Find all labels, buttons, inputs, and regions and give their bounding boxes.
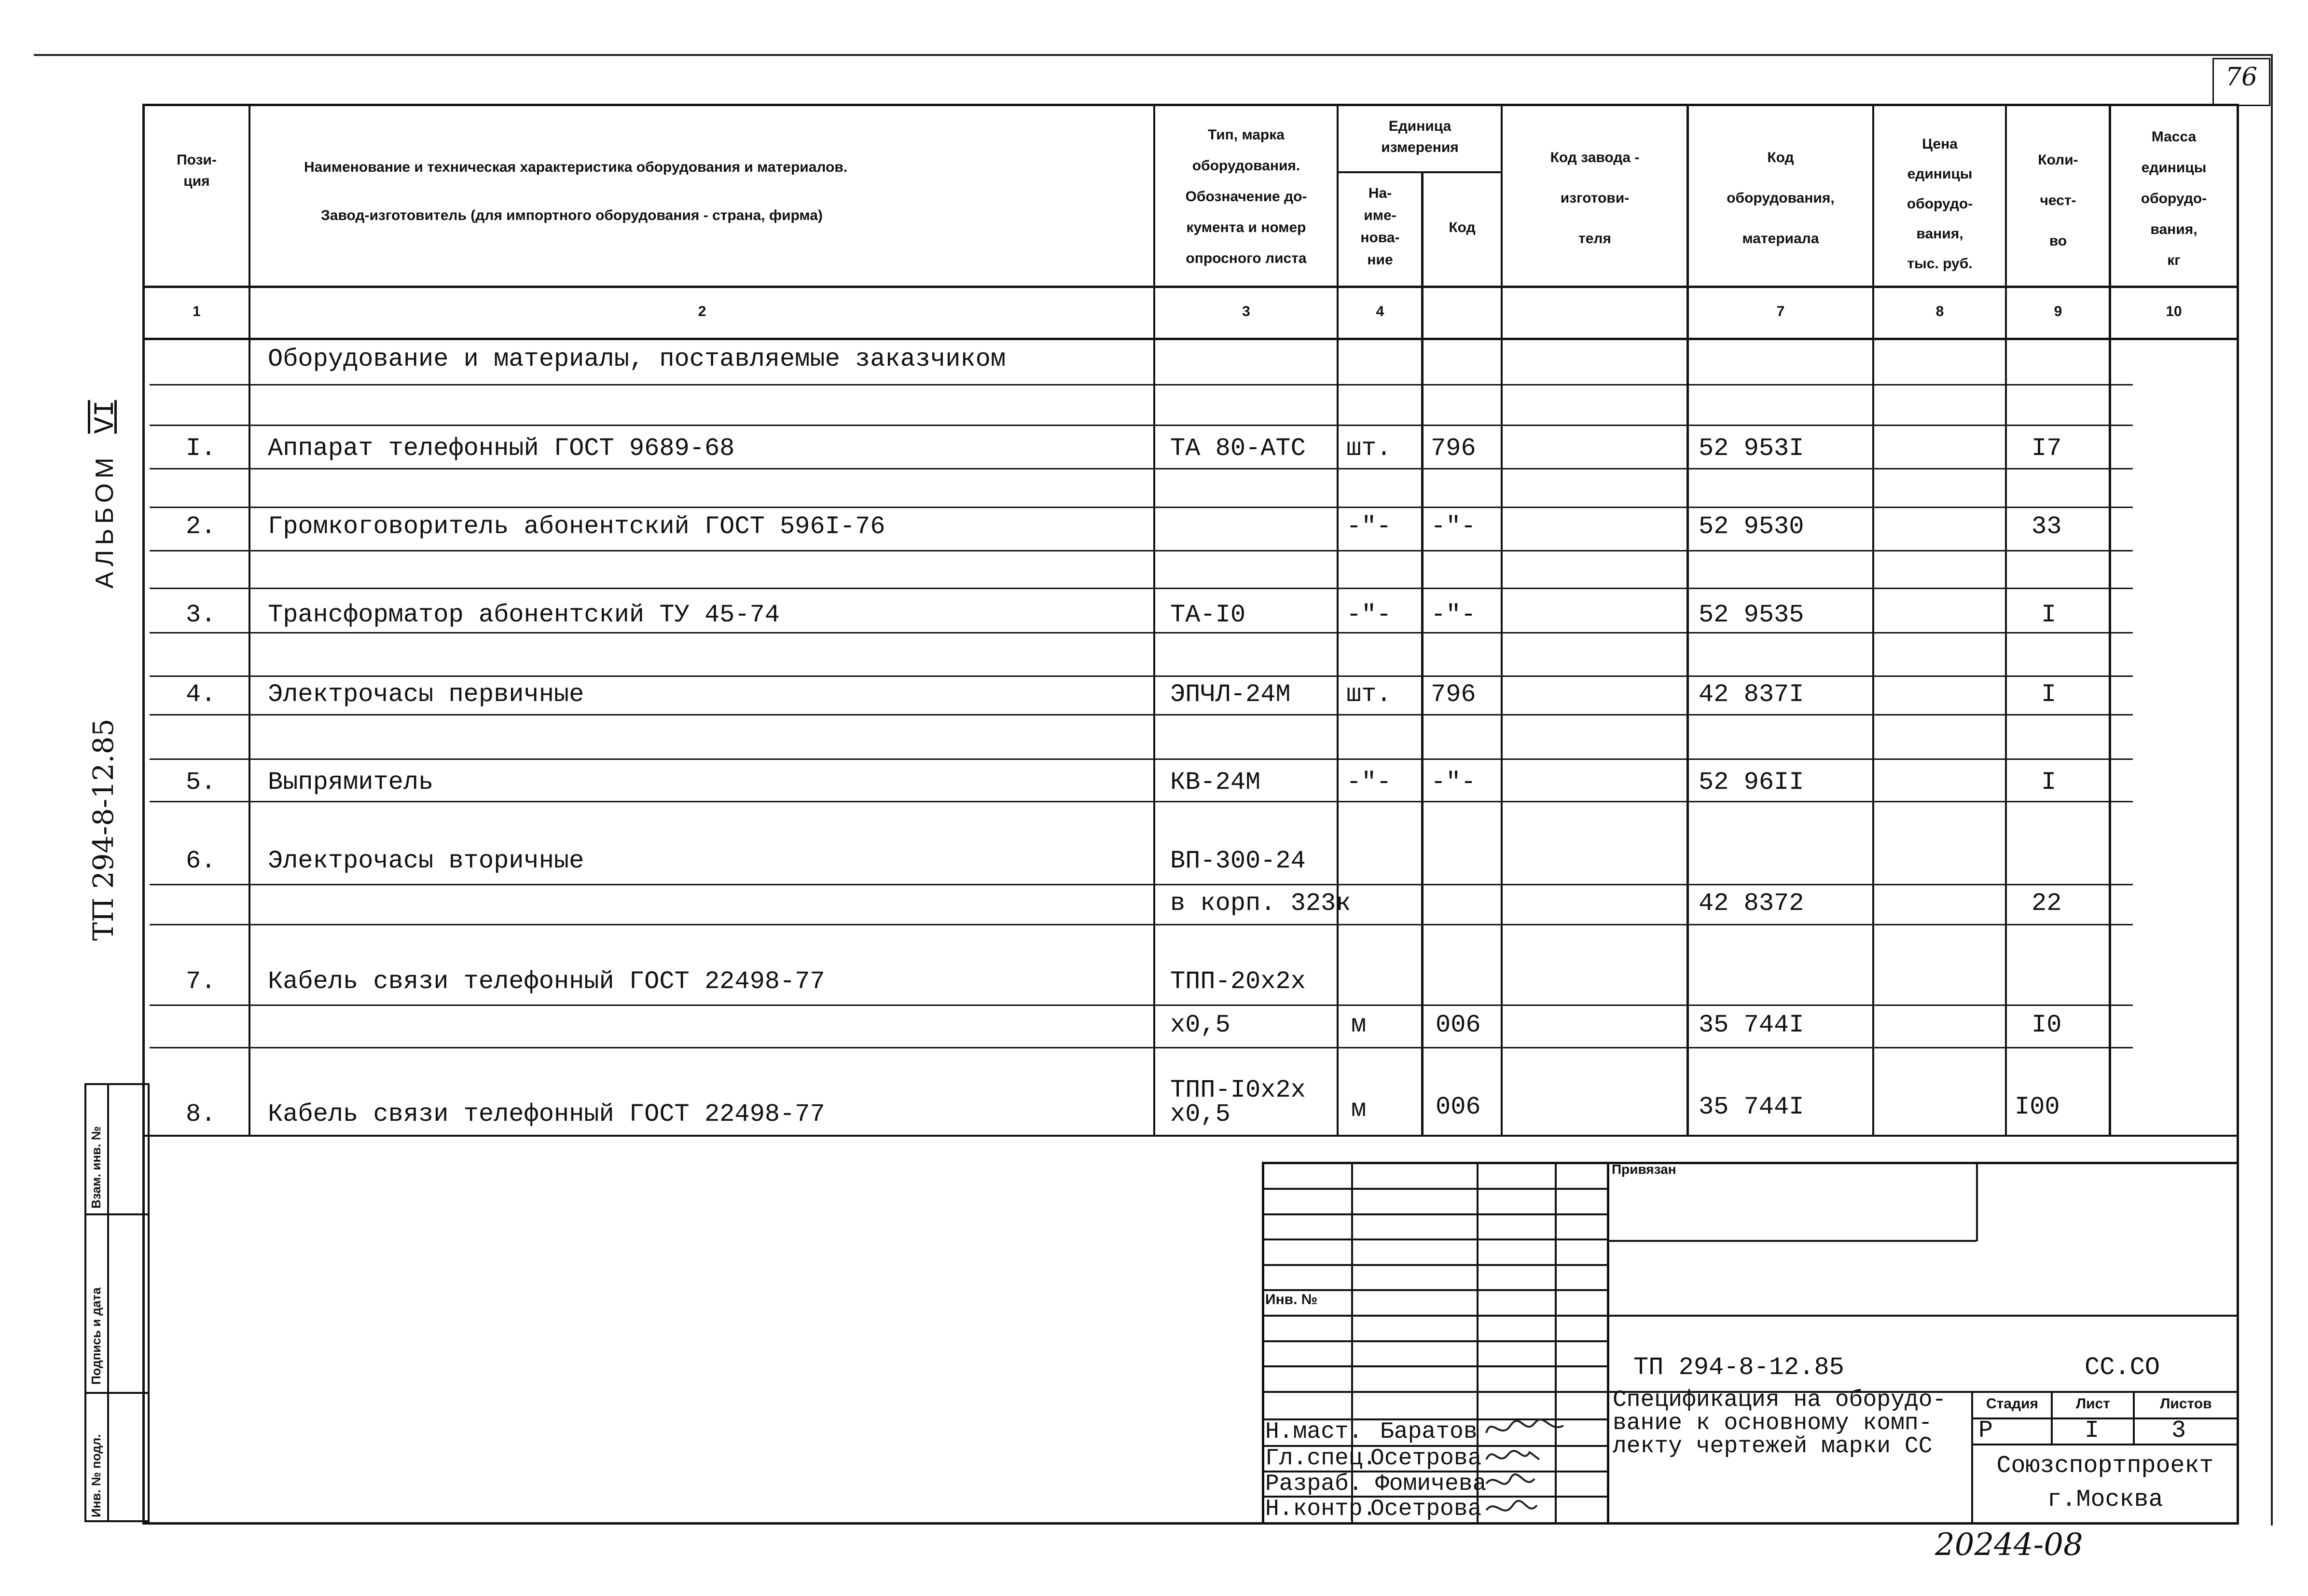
- row-2-ucode: -"-: [1431, 512, 1476, 541]
- col-header-unit: Единица измерения: [1381, 118, 1459, 155]
- tb-stage-value: Р: [1978, 1417, 1993, 1445]
- tb-row: [1262, 1391, 1607, 1393]
- tb-city: г.Москва: [2047, 1486, 2163, 1513]
- row-5-qty: I: [2041, 768, 2057, 797]
- col-header-pos: Пози- ция: [177, 152, 217, 189]
- col-line-8: [2005, 104, 2007, 1136]
- row-line: [150, 1047, 2133, 1048]
- tb-designation: ТП 294-8-12.85: [1633, 1353, 1844, 1382]
- col-number-10: 10: [2166, 303, 2182, 319]
- table-frame-top: [142, 104, 2237, 106]
- row-line: [150, 801, 2133, 802]
- left-stamp-hline-2: [84, 1392, 150, 1394]
- row-line: [150, 632, 2133, 633]
- col-header-name-2: Завод-изготовитель (для импортного оборудования - страна, фирма): [321, 207, 823, 223]
- row-7-pos: 7.: [186, 967, 216, 996]
- row-line: [150, 884, 2133, 885]
- col-number-4: 4: [1376, 303, 1384, 319]
- row-8-pos: 8.: [186, 1100, 216, 1128]
- row-7-qty: I0: [2032, 1011, 2062, 1039]
- tb-sheets-label: Листов: [2160, 1396, 2212, 1412]
- col-number-8: 8: [1935, 303, 1944, 319]
- row-1-qty: I7: [2032, 434, 2062, 463]
- row-5-type: КВ-24М: [1170, 768, 1261, 797]
- tb-sheet-value: I: [2085, 1417, 2100, 1445]
- col-header-qty: Коли- чест- во: [2038, 152, 2078, 249]
- col-number-2: 2: [698, 303, 706, 319]
- tb-sheet-label: Лист: [2076, 1396, 2110, 1412]
- row-3-code: 52 9535: [1699, 601, 1804, 629]
- header-bottom-line: [142, 286, 2237, 288]
- row-5-pos: 5.: [186, 768, 216, 797]
- row-6-name: Электрочасы вторичные: [268, 847, 584, 875]
- signer-name-3: Фомичева: [1375, 1471, 1487, 1497]
- tb-row: [1262, 1238, 1607, 1240]
- tb-stage-col-2: [2133, 1391, 2135, 1444]
- row-8-type2: х0,5: [1170, 1100, 1230, 1128]
- row-6-pos: 6.: [186, 847, 216, 875]
- tb-row: [1262, 1213, 1607, 1215]
- row-7-type2: х0,5: [1170, 1011, 1230, 1039]
- outer-frame-top: [34, 54, 2273, 56]
- row-3-name: Трансформатор абонентский ТУ 45-74: [268, 601, 780, 629]
- tb-stage-mid: [1971, 1417, 2239, 1419]
- row-5-name: Выпрямитель: [268, 768, 434, 797]
- row-4-name: Электрочасы первичные: [268, 680, 584, 709]
- row-1-name: Аппарат телефонный ГОСТ 9689-68: [268, 434, 735, 463]
- col-header-name-1: Наименование и техническая характеристика оборудования и материалов.: [304, 159, 848, 175]
- row-line: [150, 1004, 2133, 1006]
- col-line-7: [1872, 104, 1874, 1136]
- row-5-ucode: -"-: [1431, 768, 1476, 797]
- tb-privyazan-split: [1976, 1162, 1978, 1241]
- row-2-pos: 2.: [186, 512, 216, 541]
- row-8-type: ТПП-I0х2х: [1170, 1076, 1306, 1104]
- row-line: [150, 588, 2133, 589]
- row-3-unit: -"-: [1346, 601, 1392, 629]
- row-3-type: ТА-I0: [1170, 601, 1246, 629]
- col-number-3: 3: [1242, 303, 1250, 319]
- tb-row: [1262, 1340, 1607, 1342]
- row-line: [150, 507, 2133, 508]
- row-2-name: Громкоговоритель абонентский ГОСТ 596I-76: [268, 512, 885, 541]
- row-line: [150, 468, 2133, 469]
- col-header-unit-code: Код: [1449, 220, 1476, 235]
- side-album-label: АЛЬБОМ: [91, 453, 119, 589]
- signatures-image: [1481, 1411, 1607, 1527]
- col-line-3: [1337, 104, 1339, 1136]
- col-header-price: Цена единицы оборудо- вания, тыс. руб.: [1907, 136, 1973, 272]
- col-line-1: [249, 104, 250, 1136]
- row-1-ucode: 796: [1431, 434, 1476, 463]
- tb-title-line-3: лекту чертежей марки СС: [1613, 1433, 1933, 1459]
- row-6-code: 42 8372: [1699, 889, 1804, 918]
- signer-name-4: Осетрова: [1370, 1496, 1482, 1522]
- col-line-2: [1153, 104, 1155, 1136]
- signer-role-4: Н.контр.: [1265, 1496, 1377, 1522]
- signer-role-2: Гл.спец.: [1265, 1445, 1377, 1472]
- row-4-type: ЭПЧЛ-24М: [1170, 680, 1291, 709]
- row-8-code: 35 744I: [1699, 1093, 1804, 1121]
- row-6-qty: 22: [2032, 889, 2062, 918]
- col-number-7: 7: [1776, 303, 1785, 319]
- row-6-type2: в корп. 323к: [1170, 889, 1351, 918]
- tb-designation-top: [1607, 1315, 2239, 1317]
- table-body-bottom: [142, 1135, 2237, 1137]
- tb-stage-col-1: [2051, 1391, 2053, 1444]
- row-7-unit: м: [1351, 1011, 1367, 1039]
- row-line: [150, 550, 2133, 551]
- row-5-unit: -"-: [1346, 768, 1392, 797]
- col-header-unit-name: На- име- нова- ние: [1360, 185, 1400, 268]
- row-2-unit: -"-: [1346, 512, 1392, 541]
- row-4-qty: I: [2041, 680, 2057, 709]
- row-7-name: Кабель связи телефонный ГОСТ 22498-77: [268, 967, 825, 996]
- row-8-unit: м: [1351, 1095, 1367, 1124]
- tb-row: [1262, 1315, 1607, 1317]
- row-2-code: 52 9530: [1699, 512, 1804, 541]
- row-8-qty: I00: [2015, 1093, 2060, 1121]
- col-header-type: Тип, марка оборудования. Обозначение до- кумента и номер опросного листа: [1185, 127, 1307, 266]
- row-line: [150, 924, 2133, 925]
- left-stamp-divider: [107, 1083, 109, 1522]
- row-1-pos: I.: [186, 434, 216, 463]
- signer-role-3: Разраб.: [1265, 1471, 1363, 1497]
- side-album-number: VI: [90, 400, 122, 434]
- row-6-type: ВП-300-24: [1170, 847, 1306, 875]
- tb-inv-label: Инв. №: [1265, 1292, 1318, 1307]
- tb-stage-bottom: [1971, 1444, 2239, 1445]
- colnum-bottom-line: [142, 338, 2237, 340]
- row-1-code: 52 953I: [1699, 434, 1804, 463]
- row-7-ucode: 006: [1436, 1011, 1481, 1039]
- row-line: [150, 384, 2133, 385]
- row-line: [150, 425, 2133, 426]
- left-stamp-hline-1: [84, 1213, 150, 1215]
- row-3-qty: I: [2041, 601, 2057, 629]
- tb-title-line-2: вание к основному комп-: [1613, 1410, 1933, 1436]
- row-4-code: 42 837I: [1699, 680, 1804, 709]
- row-line: [150, 758, 2133, 760]
- row-7-code: 35 744I: [1699, 1011, 1804, 1039]
- tb-row: [1262, 1264, 1607, 1266]
- row-line: [150, 675, 2133, 677]
- row-8-ucode: 006: [1436, 1093, 1481, 1121]
- tb-row: [1262, 1289, 1607, 1291]
- col-line-4: [1421, 171, 1423, 1136]
- row-3-pos: 3.: [186, 601, 216, 629]
- tb-privyazan-bottom: [1607, 1240, 1976, 1242]
- tb-col-4: [1607, 1162, 1609, 1524]
- tb-row: [1262, 1188, 1607, 1190]
- section-title: Оборудование и материалы, поставляемые заказчиком: [268, 345, 1006, 373]
- signer-name-2: Осетрова: [1370, 1445, 1482, 1472]
- col-header-code: Код оборудования, материала: [1727, 150, 1835, 247]
- row-1-type: ТА 80-АТС: [1170, 434, 1306, 463]
- col-header-factory: Код завода - изготови- теля: [1550, 150, 1640, 247]
- tb-stage-left: [1971, 1391, 1973, 1524]
- row-5-code: 52 96II: [1699, 768, 1804, 797]
- row-7-type: ТПП-20х2х: [1170, 967, 1306, 996]
- signer-role-1: Н.маст.: [1265, 1419, 1363, 1445]
- outer-frame-right: [2271, 54, 2273, 1526]
- col-number-1: 1: [193, 303, 201, 319]
- row-3-ucode: -"-: [1431, 601, 1476, 629]
- tb-mark: СС.СО: [2085, 1353, 2160, 1382]
- row-2-qty: 33: [2032, 512, 2062, 541]
- row-4-ucode: 796: [1431, 680, 1476, 709]
- row-1-unit: шт.: [1346, 434, 1392, 463]
- row-4-pos: 4.: [186, 680, 216, 709]
- col-line-5: [1501, 104, 1503, 1136]
- col-number-9: 9: [2054, 303, 2062, 319]
- col-header-mass: Масса единицы оборудо- вания, кг: [2141, 129, 2207, 268]
- tb-privyazan-label: Привязан: [1612, 1162, 1676, 1177]
- row-line: [150, 714, 2133, 715]
- row-4-unit: шт.: [1346, 680, 1392, 709]
- tb-stage-label: Стадия: [1986, 1396, 2039, 1412]
- side-project-code: ТП 294-8-12.85: [87, 718, 120, 941]
- unit-sub-line: [1337, 171, 1501, 173]
- signer-name-1: Баратов: [1380, 1419, 1478, 1445]
- sheet-number: 76: [2225, 63, 2258, 92]
- tb-title-line-1: Спецификация на оборудо-: [1613, 1387, 1947, 1413]
- row-8-name: Кабель связи телефонный ГОСТ 22498-77: [268, 1100, 825, 1128]
- tb-sheets-value: 3: [2171, 1417, 2186, 1445]
- tb-row: [1262, 1365, 1607, 1367]
- tb-org: Союзспортпроект: [1996, 1452, 2214, 1480]
- bottom-archive-number: 20244-08: [1935, 1527, 2083, 1563]
